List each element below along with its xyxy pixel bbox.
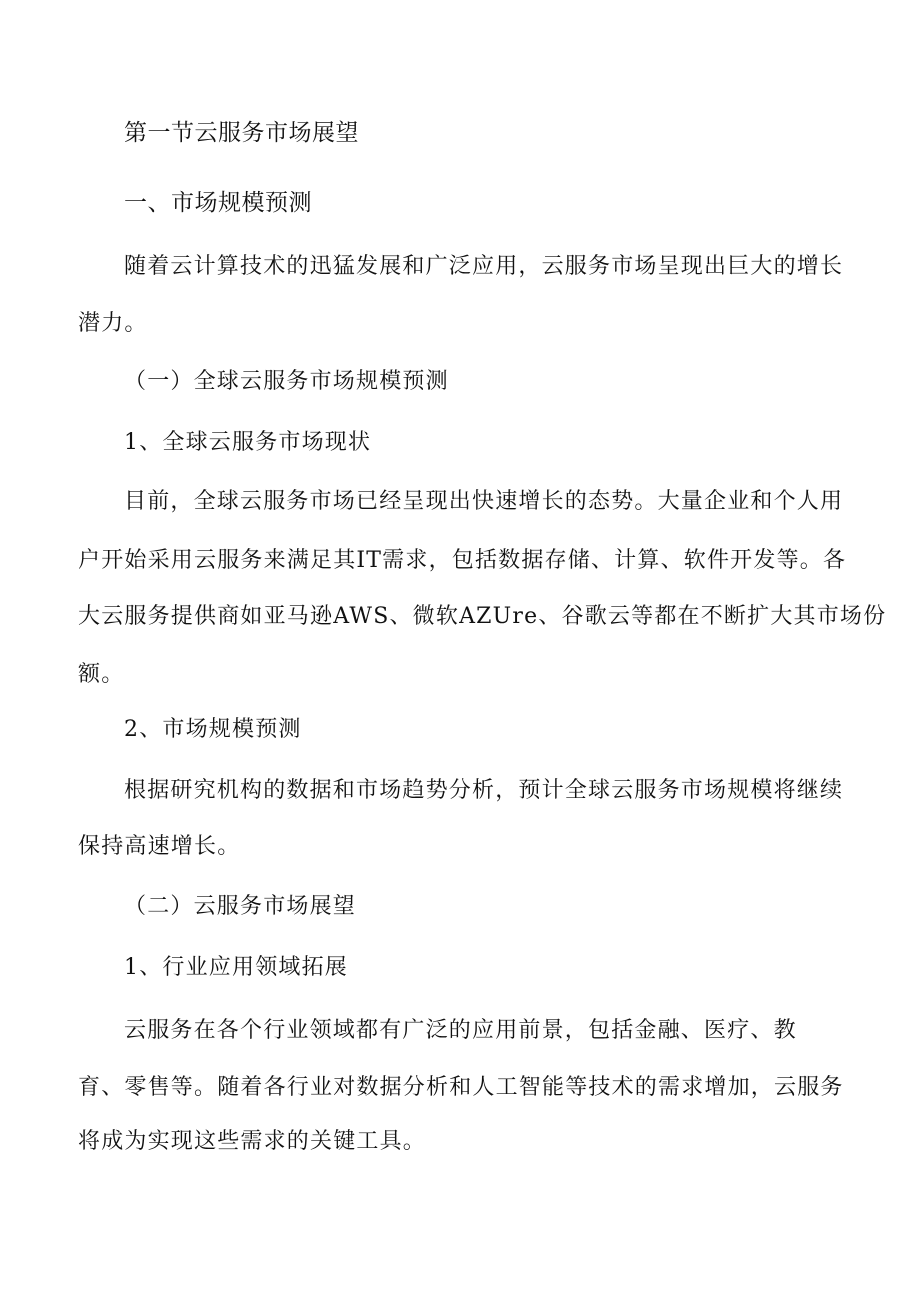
status-line-1: 目前，全球云服务市场已经呈现出快速增长的态势。大量企业和个人用	[124, 489, 844, 514]
subheading-global-forecast: （一）全球云服务市场规模预测	[124, 369, 449, 394]
item-industry-expansion: 1、行业应用领域拓展	[124, 955, 348, 980]
item-market-forecast: 2、市场规模预测	[124, 717, 302, 742]
section-title: 第一节云服务市场展望	[124, 120, 359, 146]
status-line-4: 额。	[78, 662, 125, 687]
forecast-line-1: 根据研究机构的数据和市场趋势分析，预计全球云服务市场规模将继续	[124, 778, 844, 803]
intro-line-1: 随着云计算技术的迅猛发展和广泛应用，云服务市场呈现出巨大的增长	[124, 254, 844, 279]
status-line-2: 户开始采用云服务来满足其IT需求，包括数据存储、计算、软件开发等。各	[78, 548, 847, 573]
subheading-market-outlook: （二）云服务市场展望	[124, 894, 357, 919]
heading-market-size-forecast: 一、市场规模预测	[124, 190, 312, 216]
item-global-status: 1、全球云服务市场现状	[124, 430, 372, 455]
industry-line-3: 将成为实现这些需求的关键工具。	[78, 1129, 427, 1154]
industry-line-1: 云服务在各个行业领域都有广泛的应用前景，包括金融、医疗、教	[124, 1018, 797, 1043]
industry-line-2: 育、零售等。随着各行业对数据分析和人工智能等技术的需求增加，云服务	[78, 1075, 844, 1100]
intro-line-2: 潜力。	[78, 311, 148, 336]
status-line-3: 大云服务提供商如亚马逊AWS、微软AZUre、谷歌云等都在不断扩大其市场份	[78, 604, 887, 629]
forecast-line-2: 保持高速增长。	[78, 834, 241, 859]
